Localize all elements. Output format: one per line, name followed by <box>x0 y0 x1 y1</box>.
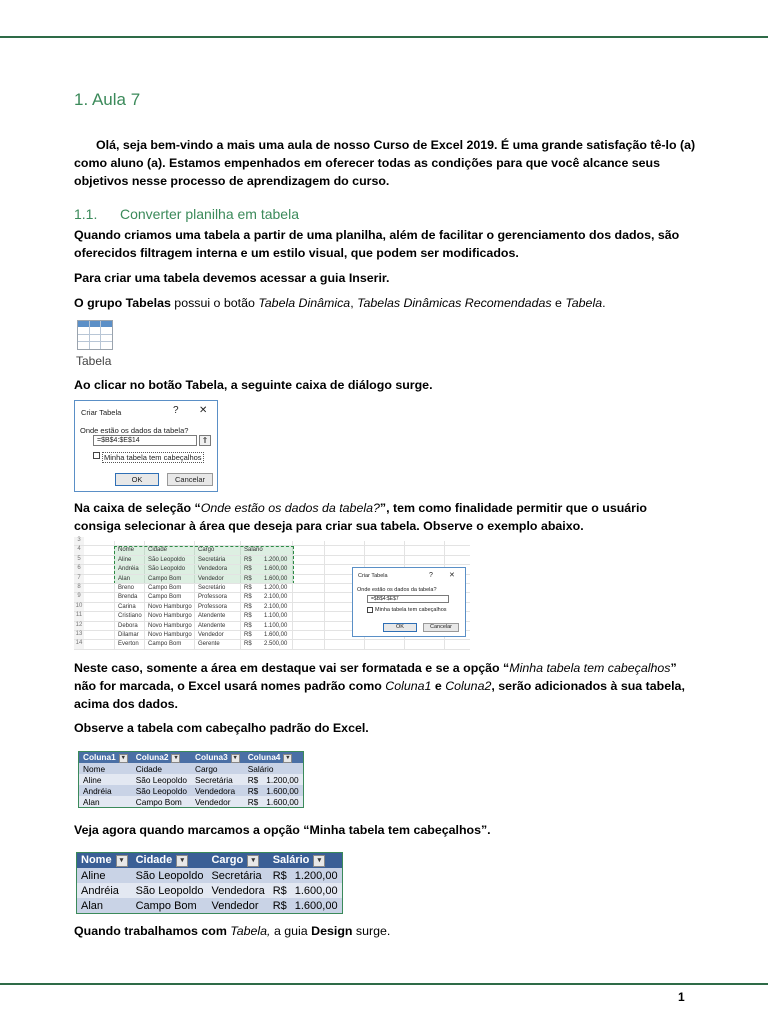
row-number: 11 <box>74 612 84 620</box>
column-header-label: Cargo <box>211 854 244 867</box>
sheet-cell[interactable]: Campo Bom <box>148 641 182 648</box>
close-icon[interactable]: ✕ <box>449 572 455 579</box>
paragraph-2 <box>74 269 696 287</box>
sheet-cell[interactable]: Professora <box>198 594 228 601</box>
table-cell[interactable]: Nome <box>79 763 132 774</box>
dialog-title: Criar Tabela <box>358 573 388 579</box>
sheet-cell[interactable]: Novo Hamburgo <box>148 603 192 610</box>
sheet-cell[interactable]: Brenda <box>118 594 138 601</box>
text: Para criar uma tabela devemos acessar a guia <box>74 271 349 285</box>
table-row <box>77 898 343 914</box>
text-italic: Tabela, <box>230 924 271 938</box>
text: Ao clicar no botão <box>74 378 186 392</box>
table-cell[interactable]: Vendedor <box>191 796 244 808</box>
paragraph-5 <box>74 499 696 535</box>
section-title: Converter planilha em tabela <box>120 206 299 222</box>
sheet-cell[interactable]: Secretário <box>198 585 226 591</box>
table-cell[interactable]: 1.600,00 <box>291 883 342 898</box>
sheet-row <box>74 546 470 555</box>
column-header[interactable] <box>191 752 244 764</box>
table-cell[interactable]: 1.600,00 <box>291 898 342 914</box>
sheet-row <box>74 537 470 546</box>
table-cell[interactable]: Aline <box>77 868 132 883</box>
sheet-cell[interactable]: Campo Bom <box>148 585 182 591</box>
text-italic: Tabela <box>565 296 603 310</box>
sheet-cell[interactable]: Nome <box>118 547 135 554</box>
sheet-cell[interactable]: 1.100,00 <box>264 613 288 620</box>
text: possui o botão <box>170 296 259 310</box>
column-header-label: Coluna1 <box>83 752 116 763</box>
table-cell[interactable]: 1.600,00 <box>262 796 303 808</box>
paragraph-3 <box>74 294 696 312</box>
column-header-label: Cidade <box>135 854 173 867</box>
sheet-cell[interactable]: São Leopoldo <box>148 556 186 563</box>
text: . <box>386 271 390 285</box>
text: . <box>602 296 606 310</box>
range-input[interactable]: =$B$4:$E$7 <box>367 595 449 603</box>
filter-dropdown-icon[interactable]: ▾ <box>119 754 128 763</box>
column-header[interactable] <box>244 752 303 764</box>
table-cell[interactable]: Cidade <box>132 763 191 774</box>
row-number: 13 <box>74 631 84 639</box>
text-italic: Minha tabela tem cabeçalhos <box>509 661 671 675</box>
table-cell[interactable]: Vendedora <box>207 883 268 898</box>
sheet-cell[interactable]: Aline <box>118 556 132 563</box>
sheet-cell[interactable]: R$ <box>244 594 252 601</box>
section-number: 1.1. <box>74 206 98 222</box>
table-row <box>79 763 304 774</box>
filter-dropdown-icon[interactable]: ▾ <box>116 855 128 867</box>
sheet-cell[interactable]: R$ <box>244 575 252 582</box>
dialog-prompt: Onde estão os dados da tabela? <box>80 426 189 435</box>
sheet-cell[interactable]: 1.600,00 <box>264 632 288 638</box>
table-cell[interactable]: R$ <box>269 898 291 914</box>
criar-tabela-dialog <box>74 400 218 492</box>
filter-dropdown-icon[interactable]: ▾ <box>171 754 180 763</box>
column-header[interactable] <box>207 853 268 869</box>
table-cell[interactable]: Vendedor <box>207 898 268 914</box>
filter-dropdown-icon[interactable]: ▾ <box>283 754 292 763</box>
text-bold: Tabelas <box>125 296 171 310</box>
column-header-label: Nome <box>81 854 112 867</box>
sheet-cell[interactable]: 2.100,00 <box>264 603 288 610</box>
column-header[interactable] <box>269 853 342 869</box>
text: ”, tem como finalidade permitir que o usuário consiga selecionar à área que deseja para criar sua tabela. Observe o exemplo abaixo. <box>74 501 648 533</box>
table-cell[interactable]: Andréia <box>77 883 132 898</box>
page-number: 1 <box>678 990 685 1004</box>
text: Neste caso, somente a área em destaque vai ser formatada e se a opção “ <box>74 661 510 675</box>
filter-dropdown-icon[interactable]: ▾ <box>247 855 259 867</box>
sheet-cell[interactable]: R$ <box>244 603 252 610</box>
help-button[interactable]: ? <box>429 572 433 579</box>
sheet-cell[interactable]: 1.200,00 <box>264 585 288 591</box>
text: Na caixa de seleção “ <box>74 501 201 515</box>
text: Veja agora quando marcamos a opção “ <box>74 823 310 837</box>
headers-checkbox-label: Minha tabela tem cabeçalhos <box>375 607 447 613</box>
column-header[interactable] <box>132 752 191 764</box>
table-header-row <box>77 853 343 869</box>
table-cell[interactable]: São Leopoldo <box>132 883 208 898</box>
default-header-table <box>78 751 304 808</box>
sheet-row <box>74 640 470 649</box>
sheet-cell[interactable]: Salário <box>244 547 263 554</box>
column-header-label: Coluna4 <box>247 752 281 763</box>
column-header[interactable] <box>132 853 208 869</box>
sheet-cell[interactable]: 1.100,00 <box>264 622 288 629</box>
paragraph-8 <box>74 821 696 839</box>
sheet-cell[interactable]: R$ <box>244 641 252 648</box>
sheet-cell[interactable]: 1.200,00 <box>264 556 288 563</box>
table-row <box>79 796 304 808</box>
row-number: 9 <box>74 593 84 601</box>
text-italic: Tabela Dinâmica <box>258 296 351 310</box>
sheet-cell[interactable]: R$ <box>244 622 252 629</box>
sheet-cell[interactable]: Campo Bom <box>148 594 182 601</box>
text-bold: Minha tabela tem cabeçalhos <box>309 823 481 837</box>
row-number: 10 <box>74 603 84 611</box>
row-number: 5 <box>74 556 84 564</box>
sheet-cell[interactable]: Professora <box>198 603 228 610</box>
sheet-cell[interactable]: Novo Hamburgo <box>148 632 192 638</box>
sheet-cell[interactable]: Novo Hamburgo <box>148 622 192 629</box>
text: e <box>551 296 566 310</box>
sheet-cell[interactable]: R$ <box>244 556 252 563</box>
tabela-button-label: Tabela <box>76 354 112 368</box>
sheet-cell[interactable]: Alan <box>118 575 131 582</box>
sheet-cell[interactable]: Dilamar <box>118 632 139 638</box>
row-number: 6 <box>74 565 84 573</box>
column-header[interactable] <box>77 853 132 869</box>
text-italic: Onde estão os dados da tabela? <box>200 501 380 515</box>
table-cell[interactable]: Aline <box>79 774 132 785</box>
headers-checkbox[interactable] <box>93 452 100 459</box>
table-header-row <box>79 752 304 764</box>
table-cell[interactable]: Campo Bom <box>132 898 208 914</box>
text: , <box>350 296 358 310</box>
sheet-cell[interactable]: Vendedor <box>198 575 224 582</box>
row-number: 7 <box>74 575 84 583</box>
table-cell[interactable]: Andréia <box>79 785 132 796</box>
paragraph-9 <box>74 922 696 940</box>
table-cell[interactable]: 1.600,00 <box>262 785 303 796</box>
text: O grupo <box>74 296 126 310</box>
text: , serão adicionados à sua tabela, acima dos dados. <box>74 679 685 711</box>
sheet-cell[interactable]: 1.600,00 <box>264 575 288 582</box>
ok-button[interactable]: OK <box>383 623 417 632</box>
text-bold: Tabela <box>185 378 224 392</box>
sheet-cell[interactable]: Vendedora <box>198 566 228 573</box>
table-row <box>77 868 343 883</box>
sheet-cell[interactable]: Novo Hamburgo <box>148 613 192 620</box>
sheet-cell[interactable]: Campo Bom <box>148 575 182 582</box>
text: ” não for marcada, o Excel usará nomes padrão como <box>74 661 677 693</box>
filter-dropdown-icon[interactable]: ▾ <box>231 754 240 763</box>
text-italic: Coluna1 <box>385 679 432 693</box>
sheet-cell[interactable]: Cargo <box>198 547 215 554</box>
row-number: 14 <box>74 640 84 648</box>
sheet-cell[interactable]: Everton <box>118 641 139 648</box>
text: surge. <box>352 924 391 938</box>
text: ”. <box>480 823 491 837</box>
cancel-button[interactable]: Cancelar <box>423 623 459 632</box>
range-input[interactable]: =$B$4:$E$14 <box>93 435 197 446</box>
help-button[interactable]: ? <box>173 405 179 416</box>
table-cell[interactable]: São Leopoldo <box>132 774 191 785</box>
table-cell[interactable]: Secretária <box>207 868 268 883</box>
table-cell[interactable]: R$ <box>244 796 263 808</box>
table-cell[interactable]: Cargo <box>191 763 244 774</box>
sheet-cell[interactable]: R$ <box>244 585 252 591</box>
table-cell[interactable]: R$ <box>269 868 291 883</box>
named-header-table <box>76 852 343 914</box>
text-bold: Design <box>311 924 353 938</box>
sheet-cell[interactable]: Cidade <box>148 547 168 554</box>
headers-checkbox-label: Minha tabela tem cabeçalhos <box>104 453 202 462</box>
paragraph-7: Observe a tabela com cabeçalho padrão do Excel. <box>74 721 369 735</box>
sheet-cell[interactable]: Gerente <box>198 641 220 648</box>
table-icon <box>77 320 113 350</box>
sheet-cell[interactable]: R$ <box>244 613 252 620</box>
sheet-cell[interactable]: Debora <box>118 622 138 629</box>
sheet-cell[interactable]: Vendedor <box>198 632 224 638</box>
sheet-cell[interactable]: 2.500,00 <box>264 641 288 648</box>
row-number: 4 <box>74 546 84 554</box>
text: a guia <box>270 924 312 938</box>
dialog-title: Criar Tabela <box>81 408 122 417</box>
row-number: 3 <box>74 537 84 545</box>
cancel-button[interactable]: Cancelar <box>167 473 213 486</box>
page-heading: 1. Aula 7 <box>74 90 141 109</box>
filter-dropdown-icon[interactable]: ▾ <box>313 855 325 867</box>
table-cell[interactable]: 1.200,00 <box>262 774 303 785</box>
table-cell[interactable]: R$ <box>244 785 263 796</box>
sheet-cell[interactable]: 1.600,00 <box>264 566 288 573</box>
text-italic: Tabelas Dinâmicas Recomendadas <box>357 296 552 310</box>
text-bold: Inserir <box>348 271 387 285</box>
sheet-cell[interactable]: Atendente <box>198 622 226 629</box>
sheet-cell[interactable]: R$ <box>244 632 252 638</box>
table-cell[interactable]: Vendedora <box>191 785 244 796</box>
sheet-cell[interactable]: São Leopoldo <box>148 566 186 573</box>
row-number: 8 <box>74 584 84 592</box>
table-cell[interactable]: Campo Bom <box>132 796 191 808</box>
sheet-cell[interactable]: Secretária <box>198 556 226 563</box>
text-italic: Coluna2 <box>445 679 492 693</box>
paragraph-6 <box>74 659 696 713</box>
table-cell[interactable]: Secretária <box>191 774 244 785</box>
spreadsheet-example <box>74 537 470 649</box>
filter-dropdown-icon[interactable]: ▾ <box>176 855 188 867</box>
sheet-cell[interactable]: R$ <box>244 566 252 573</box>
table-cell[interactable]: R$ <box>269 883 291 898</box>
text: Quando trabalhamos com <box>74 924 231 938</box>
column-header-label: Coluna2 <box>135 752 169 763</box>
column-header[interactable] <box>79 752 132 764</box>
table-cell[interactable]: 1.200,00 <box>291 868 342 883</box>
criar-tabela-dialog-small <box>352 567 466 637</box>
text: e <box>431 679 446 693</box>
sheet-row <box>74 556 470 565</box>
table-cell[interactable]: Alan <box>77 898 132 914</box>
table-row <box>79 774 304 785</box>
table-row <box>77 883 343 898</box>
column-header-label: Coluna3 <box>194 752 228 763</box>
table-cell[interactable]: Alan <box>79 796 132 808</box>
table-cell[interactable]: São Leopoldo <box>132 785 191 796</box>
headers-checkbox[interactable] <box>367 607 373 613</box>
dialog-prompt: Onde estão os dados da tabela? <box>357 587 437 593</box>
intro-paragraph <box>74 136 696 190</box>
row-number: 12 <box>74 622 84 630</box>
section-heading <box>74 206 299 222</box>
column-header-label: Salário <box>272 854 310 867</box>
paragraph-1: Quando criamos uma tabela a partir de uma planilha, além de facilitar o gerenciamento dos dados, são oferecidos filtragem interna e um estilo visual, que podem ser modificados. <box>74 228 680 260</box>
sheet-cell[interactable]: Andréia <box>118 566 139 573</box>
paragraph-4 <box>74 376 696 394</box>
top-rule <box>0 36 768 38</box>
sheet-cell[interactable]: Carina <box>118 603 136 610</box>
close-icon[interactable]: ✕ <box>199 405 208 416</box>
table-row <box>79 785 304 796</box>
tabela-ribbon-button[interactable] <box>74 318 114 368</box>
range-selector-button[interactable]: ⇑ <box>199 435 211 446</box>
intro-text: Olá, seja bem-vindo a mais uma aula de nosso Curso de Excel 2019. É uma grande satisfação tê-lo (a) como aluno (a). Estamos empenhados em oferecer todas as condições para que você alcance seus objetivos nesse processo de aprendizagem do curso. <box>74 138 696 188</box>
text: , a seguinte caixa de diálogo surge. <box>223 378 433 392</box>
sheet-cell[interactable]: Breno <box>118 585 135 591</box>
sheet-cell[interactable]: Cristiano <box>118 613 142 620</box>
sheet-cell[interactable]: 2.100,00 <box>264 594 288 601</box>
table-cell[interactable]: Salário <box>244 763 303 774</box>
ok-button[interactable]: OK <box>115 473 159 486</box>
bottom-rule <box>0 983 768 985</box>
table-cell[interactable]: R$ <box>244 774 263 785</box>
sheet-cell[interactable]: Atendente <box>198 613 226 620</box>
table-cell[interactable]: São Leopoldo <box>132 868 208 883</box>
